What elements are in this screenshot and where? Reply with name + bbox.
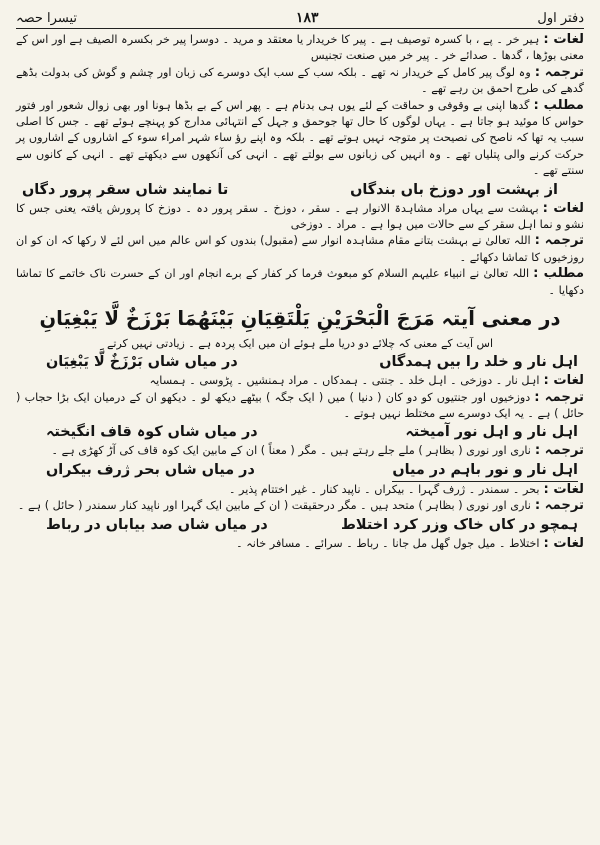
paragraph-text: دوزخیوں اور جنتیوں کو دو کان ( دنیا ) میں ( ایک جگہ ) بیٹھے دیکھ لو ۔ دیکھو ان کے درمیان ایک بڑا حجاب ( حائل ) ہے ۔ یہ ایک دوسرے سے مختلط نہیں ہوتے ۔ — [16, 390, 584, 420]
translation-paragraph-5 — [16, 498, 584, 514]
section-title: در معنی آیتہ مَرَجَ الْبَحْرَیْنِ یَلْتَقِیَانِ بَیْنَھُمَا بَرْزَخٌ لَّا یَبْغِیَانِ — [39, 307, 561, 331]
vocab-paragraph-4 — [16, 482, 584, 498]
paragraph-text: اللہ تعالیٰ نے بہشت بتانے مقام مشاہدہ انوار سے (مقبول) بندوں کو اس عالم میں اس لئے لا رکھا کہ ان کو ان روزخیوں کا تماشا دکھائے ۔ — [16, 234, 584, 264]
label-meaning: مطلب : — [533, 266, 584, 282]
page-number: ۱۸۳ — [295, 10, 319, 26]
verse-first-half: اہل نار و اہل نور آمیختہ — [405, 424, 578, 441]
verse-second-half: تا نمایند شاں سقر پرور دگاں — [22, 181, 229, 198]
paragraph-text: بہشت سے یہاں مراد مشاہدۃ الانوار ہے ۔ سقر ، دوزخ ۔ سقر پرور دہ ۔ دوزخ کا پرورش یافتہ یعنی جس کا نشو و نما اہل سقر کے سے حالات میں ہوا ہے ۔ مراد ۔ دوزخی — [16, 201, 584, 232]
label-translation: ترجمہ : — [534, 443, 584, 459]
header-book-part: دفتر اول — [537, 11, 584, 26]
verse-first-half: اہل نار و نور باہم در میاں — [392, 460, 578, 482]
vocab-paragraph-5 — [16, 536, 584, 552]
verse-1 — [16, 180, 584, 201]
paragraph-text: ناری اور نوری ( بظاہر ) ملے جلے رہتے ہیں ۔ مگر ( معناً ) ان کے مابین ایک کوہ قاف کی آڑ کھڑی ہے ۔ — [51, 444, 531, 458]
verse-2 — [16, 352, 584, 373]
label-vocab: لغات : — [542, 200, 584, 216]
verse-second-half: در میاں شاں کوہ قاف انگیختہ — [46, 424, 258, 441]
label-meaning: مطلب : — [533, 97, 584, 113]
vocab-paragraph-3 — [16, 373, 584, 389]
vocab-paragraph-1 — [16, 32, 584, 65]
translation-paragraph-3 — [16, 390, 584, 423]
verse-5 — [16, 515, 584, 536]
label-vocab: لغات : — [543, 32, 584, 47]
translation-paragraph-4 — [16, 443, 584, 459]
verse-second-half: در میاں شاں بحر ژرف بیکراں — [46, 461, 255, 478]
meaning-paragraph-1 — [16, 98, 584, 180]
page-header — [16, 6, 584, 26]
translation-paragraph-1 — [16, 65, 584, 98]
header-section: تیسرا حصہ — [16, 11, 77, 26]
verse-second-half: در میاں شاں بَرْزَخٌ لَّا یَبْغِیَان — [46, 354, 238, 371]
label-vocab: لغات : — [543, 535, 584, 551]
label-translation: ترجمہ : — [534, 498, 584, 514]
verse-3 — [16, 422, 584, 443]
verse-first-half: ہمچو در کاں خاک وزر کرد اختلاط — [340, 516, 578, 533]
vocab-paragraph-2 — [16, 201, 584, 234]
paragraph-text: گدھا اپنی بے وقوفی و حماقت کے لئے یوں ہی بدنام ہے ۔ پھر اس کے بے بڈھا ہونا اور بھی زوال شعور اور فتور حواس کا موئید ہو جاتا ہے ۔ یہاں لوگوں کا حال تھا جوحمق و جہل کے انتہائی مدارج کو پہنچے ہوئے تھے ۔ جس کا اصلی سبب یہ تھا کہ ناصح کی نصیحت پر متوجہ نہیں ہوتے تھے ۔ بلکہ وہ اپنے رؤ ساء شہر امراء سوء کے اشاروں کے اشاروں پر حرکت کرنے والی پتلیاں تھے ۔ وہ انہیں کی زبانوں سے بولتے تھے ۔ انہی کی آنکھوں سے دیکھتے تھے ۔ انہی کے کانوں سے سنتے تھے ۔ — [16, 98, 584, 178]
label-vocab: لغات : — [543, 373, 584, 389]
label-translation: ترجمہ : — [534, 64, 584, 80]
verse-second-half: در میاں شاں صد بیاباں در رباط — [46, 516, 268, 533]
label-vocab: لغات : — [543, 481, 584, 497]
verse-first-half: از بہشت اور دوزخ باں بندگاں — [350, 181, 558, 198]
label-translation: ترجمہ : — [534, 233, 584, 249]
translation-paragraph-2 — [16, 233, 584, 266]
paragraph-text: ہیر خر ۔ پے ، با کسرہ توصیف ہے ۔ پیر کا خریدار یا معتقد و مرید ۔ دوسرا پیر خر بکسرہ الصیف ہے اور اس کے معنی بوڑھا ، گدھا ۔ صدائے خر ۔ پیر خر میں صنعت تجنیس — [16, 33, 584, 63]
header-rule — [16, 28, 584, 29]
verse-4 — [16, 460, 584, 482]
paragraph-text: بحر ۔ سمندر ۔ ژرف گہرا ۔ بیکراں ۔ ناپید کنار ۔ غیر اختتام پذیر ۔ — [228, 482, 540, 496]
meaning-paragraph-2 — [16, 266, 584, 299]
paragraph-text: اہل نار ۔ دوزخی ۔ اہل خلد ۔ جنتی ۔ ہمدکاں ۔ مراد ہمنشیں ۔ پڑوسی ۔ ہمسایہ — [149, 374, 540, 388]
paragraph-text: وہ لوگ پیر کامل کے خریدار نہ تھے ۔ بلکہ سب کے سب ایک دوسرے کی زبان اور چشم و گوش کی بدولت بڈھے گدھے کی طرح احمق بن رہے تھے ۔ — [16, 65, 584, 96]
paragraph-text: اختلاط ۔ میل جول گھل مل جانا ۔ رباط ۔ سرائے ۔ مسافر خانہ ۔ — [236, 536, 540, 550]
section-intro: اس آیت کے معنی کہ چلائے دو دریا ملے ہوئے ان میں ایک پردہ ہے ۔ زیادتی نہیں کرتے — [106, 337, 494, 351]
label-translation: ترجمہ : — [534, 389, 584, 405]
paragraph-text: اللہ تعالیٰ نے انبیاء علیہم السلام کو مبعوث فرما کر کفار کے برے انجام اور ان کے حسرت ناک خاتمے کا تماشا دکھایا ۔ — [16, 267, 584, 297]
paragraph-text: ناری اور نوری ( بظاہر ) متحد ہیں ۔ مگر درحقیقت ( ان کے مابین ایک گہرا اور ناپید کنار سمندر ( حائل ) ہے ۔ — [17, 499, 531, 513]
verse-first-half: اہل نار و خلد را بیں ہمدگاں — [379, 354, 578, 371]
page-body — [16, 32, 584, 552]
